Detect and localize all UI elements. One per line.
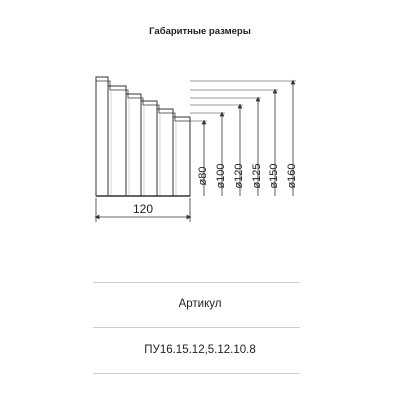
article-label: Артикул bbox=[178, 298, 222, 310]
divider-middle bbox=[93, 327, 300, 328]
divider-bottom bbox=[93, 373, 300, 374]
extension-lines bbox=[190, 81, 296, 121]
diameter-label-100: ø100 bbox=[215, 163, 227, 189]
diameter-label-150: ø150 bbox=[268, 163, 280, 189]
length-label: 120 bbox=[132, 202, 154, 216]
divider-top bbox=[93, 282, 300, 283]
reducer-body bbox=[96, 77, 190, 196]
diameter-label-160: ø160 bbox=[286, 163, 298, 189]
page-title: Габаритные размеры bbox=[149, 26, 251, 37]
diameter-label-125: ø125 bbox=[251, 163, 263, 189]
article-value: ПУ16.15.12,5.12.10.8 bbox=[144, 344, 256, 356]
diameter-label-120: ø120 bbox=[233, 163, 245, 189]
diameter-label-80: ø80 bbox=[197, 166, 209, 186]
